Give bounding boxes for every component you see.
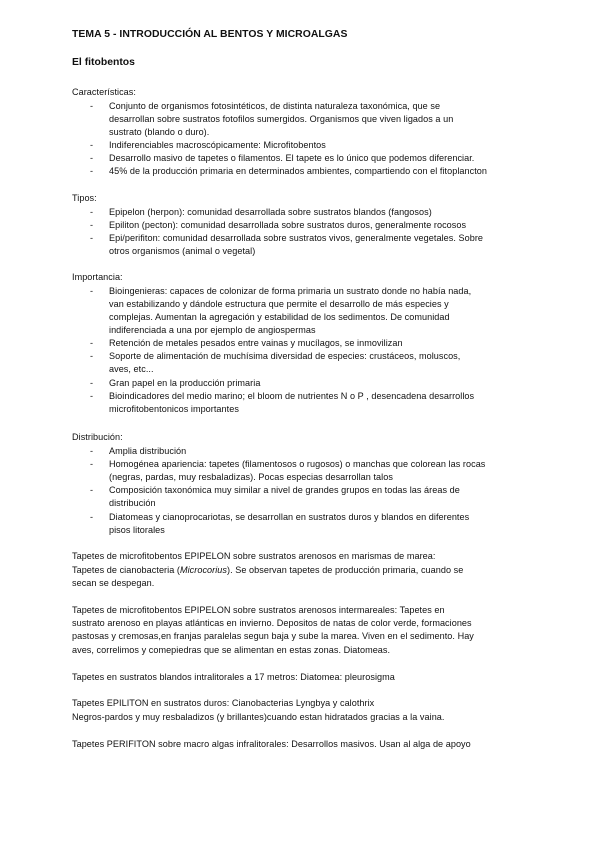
paragraph-line: secan se despegan.	[72, 578, 155, 588]
list-item-line: 45% de la producción primaria en determinados ambientes, compartiendo con el fitoplancton	[109, 166, 488, 176]
bullet: -	[90, 166, 94, 176]
list-item-line: sustrato (blando o duro).	[109, 127, 210, 137]
bullet: -	[90, 485, 94, 495]
list-item-line: Gran papel en la producción primaria	[109, 378, 261, 388]
bullet: -	[90, 459, 94, 469]
document-title: TEMA 5 - INTRODUCCIÓN AL BENTOS Y MICROALGAS	[72, 29, 348, 40]
bullet: -	[90, 140, 94, 150]
list-item-line: Epi/perifiton: comunidad desarrollada sobre sustratos vivos, generalmente vegetales. Sobre	[109, 233, 484, 243]
list-item-line: Amplia distribución	[109, 446, 187, 456]
paragraph-text: Tapetes de cianobacteria (	[72, 565, 180, 575]
bullet: -	[90, 512, 94, 522]
list-item-line: Epiliton (pecton): comunidad desarrollada sobre sustratos duros, generalmente rocosos	[109, 220, 467, 230]
list-item-line: complejas. Aumentan la agregación y estabilidad de los sedimentos. De comunidad	[109, 312, 450, 322]
list-item-line: pisos litorales	[109, 525, 165, 535]
list-item-line: indiferenciada a una por ejemplo de angiospermas	[109, 325, 316, 335]
list-item-line: Indiferenciables macroscópicamente: Microfitobentos	[109, 140, 326, 150]
paragraph-line	[72, 565, 463, 575]
list-item-line: desarrollan sobre sustratos fotofilos sumergidos. Organismos que viven ligados a un	[109, 114, 454, 124]
list-item-line: Retención de metales pesados entre vainas y mucílagos, se inmovilizan	[109, 338, 403, 348]
species-name: Microcorius	[179, 565, 228, 575]
list-item-line: Epipelon (herpon): comunidad desarrollada sobre sustratos blandos (fangosos)	[109, 207, 432, 217]
list-item-line: Conjunto de organismos fotosintéticos, de distinta naturaleza taxonómica, que se	[109, 101, 441, 111]
paragraph-line: Tapetes de microfitobentos EPIPELON sobre sustratos arenosos en marismas de marea:	[72, 551, 436, 561]
list-item-line: Desarrollo masivo de tapetes o filamentos. El tapete es lo único que podemos diferenciar.	[109, 153, 475, 163]
bullet: -	[90, 446, 94, 456]
list-item-line: Diatomeas y cianoprocariotas, se desarrollan en sustratos duros y blandos en diferentes	[109, 512, 470, 522]
bullet: -	[90, 286, 94, 296]
section-title: El fitobentos	[72, 57, 135, 68]
bullet: -	[90, 153, 94, 163]
list-item-line: microfitobentonicos importantes	[109, 404, 239, 414]
bullet: -	[90, 233, 94, 243]
heading-distribucion: Distribución:	[72, 432, 123, 442]
list-item-line: Composición taxonómica muy similar a nivel de grandes grupos en todas las áreas de	[109, 485, 460, 495]
paragraph-perifiton: Tapetes PERIFITON sobre macro algas infralitorales: Desarrollos masivos. Usan al alga de apoyo	[72, 739, 471, 749]
bullet: -	[90, 378, 94, 388]
bullet: -	[90, 391, 94, 401]
list-item-line: Homogénea apariencia: tapetes (filamentosos o rugosos) o manchas que colorean las rocas	[109, 459, 486, 469]
paragraph-line: pastosas y cremosas,en franjas paralelas segun baja y sube la marea. Viven en el sedimento. Hay	[72, 631, 474, 641]
paragraph-line: sustrato arenoso en playas atlánticas en invierno. Depositos de natas de color verde, formaciones	[72, 618, 472, 628]
list-item-line: Bioingenieras: capaces de colonizar de forma primaria un sustrato donde no había nada,	[109, 286, 472, 296]
list-item-line: van estabilizando y dándole estructura que permite el desarrollo de más especies y	[109, 299, 449, 309]
list-item-line: Bioindicadores del medio marino; el bloom de nutrientes N o P , desencadena desarrollos	[109, 391, 475, 401]
bullet: -	[90, 101, 94, 111]
list-item-line: distribución	[109, 498, 156, 508]
bullet: -	[90, 338, 94, 348]
paragraph-line: Tapetes de microfitobentos EPIPELON sobre sustratos arenosos intermareales: Tapetes en	[72, 605, 445, 615]
paragraph-line: Negros-pardos y muy resbaladizos (y brillantes)cuando estan hidratados gracias a la vaina.	[72, 712, 445, 722]
heading-caracteristicas: Características:	[72, 87, 136, 97]
list-item-line: aves, etc...	[109, 364, 154, 374]
bullet: -	[90, 351, 94, 361]
bullet: -	[90, 207, 94, 217]
list-item-line: otros organismos (animal o vegetal)	[109, 246, 256, 256]
heading-tipos: Tipos:	[72, 193, 97, 203]
heading-importancia: Importancia:	[72, 272, 123, 282]
bullet: -	[90, 220, 94, 230]
list-item-line: Soporte de alimentación de muchísima diversidad de especies: crustáceos, moluscos,	[109, 351, 461, 361]
list-item-line: (negras, pardas, muy resbaladizas). Pocas especias desarrollan talos	[109, 472, 393, 482]
paragraph-text: ). Se observan tapetes de producción primaria, cuando se	[227, 565, 464, 575]
paragraph-line: aves, correlimos y comepiedras que se alimentan en estas zonas. Diatomeas.	[72, 645, 391, 655]
paragraph-line: Tapetes EPILITON en sustratos duros: Cianobacterias Lyngbya y calothrix	[72, 698, 375, 708]
paragraph-intralitorales: Tapetes en sustratos blandos intralitorales a 17 metros: Diatomea: pleurosigma	[72, 672, 395, 682]
